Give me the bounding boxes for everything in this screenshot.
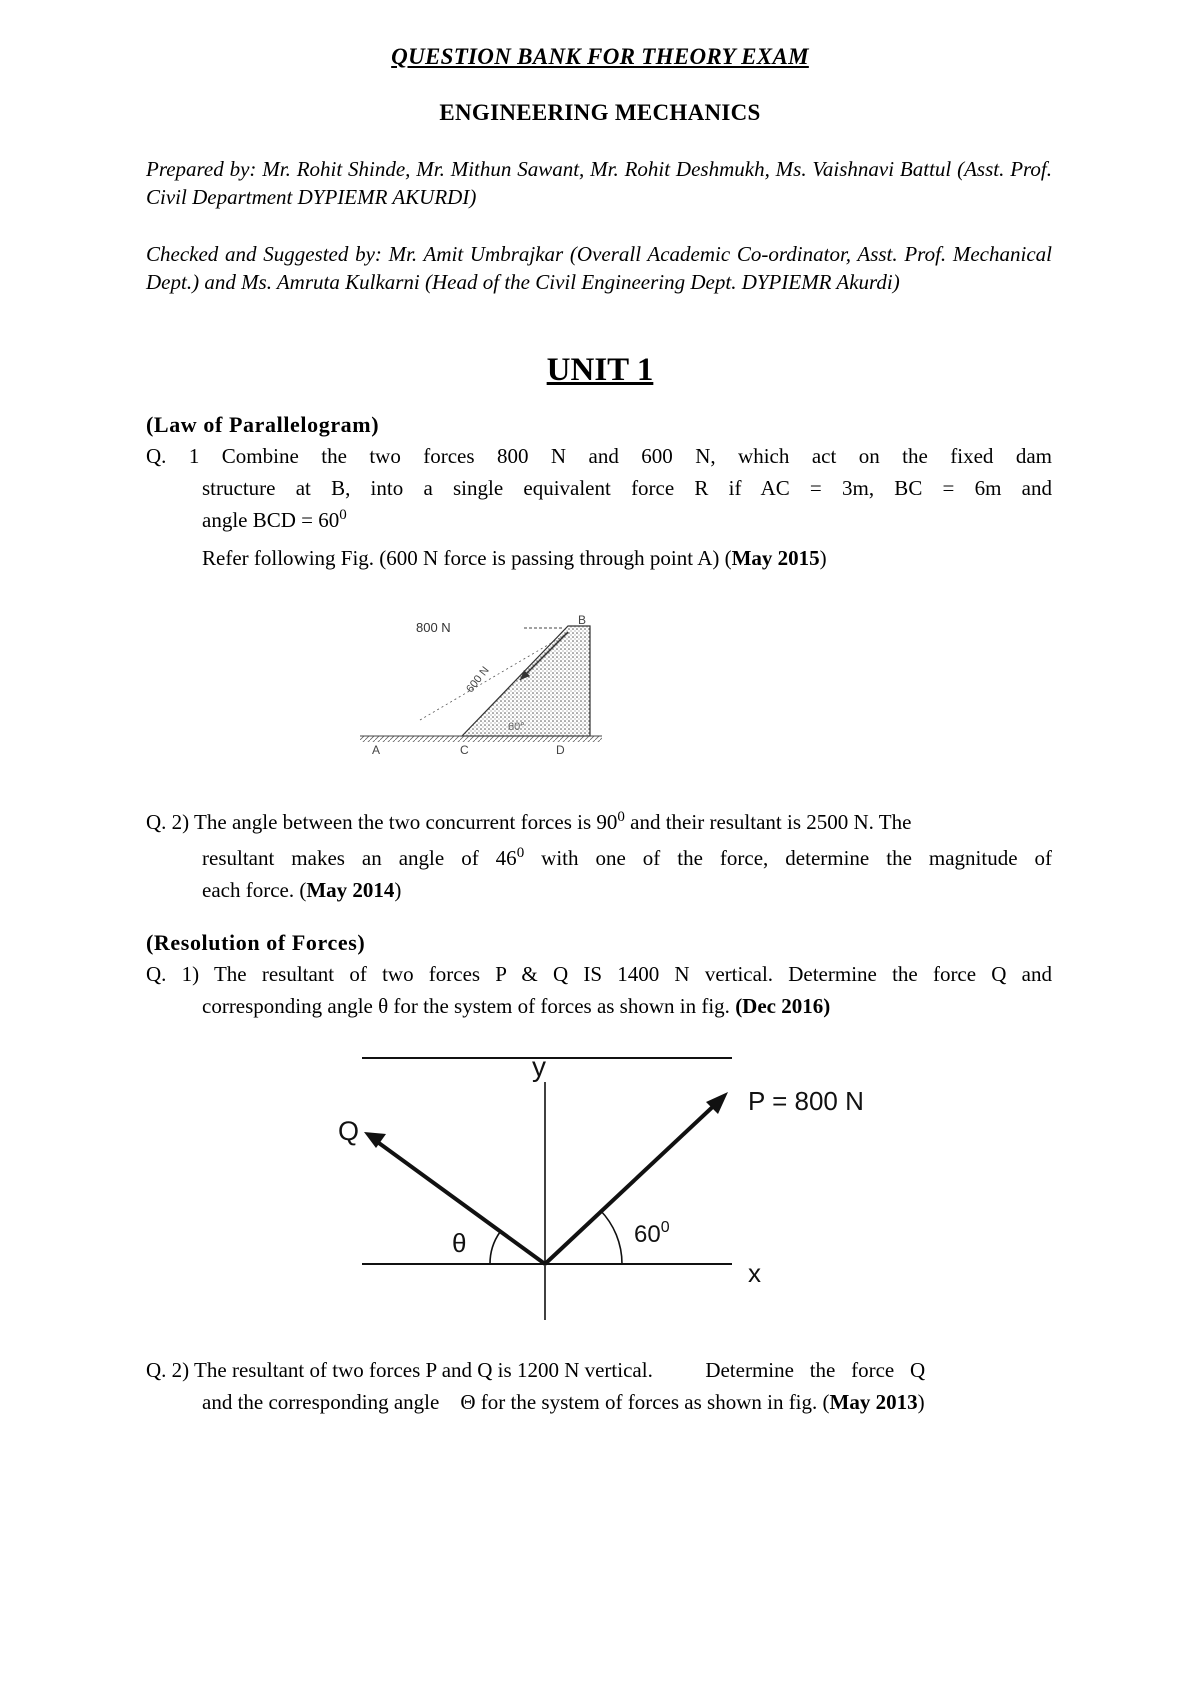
label-p: P = 800 N xyxy=(748,1086,864,1116)
question-text: and the corresponding angle Θ for the system of forces as shown in fig. ( xyxy=(202,1390,830,1414)
label-q: Q xyxy=(338,1116,360,1146)
label-angle-60 xyxy=(634,1219,670,1248)
label-y: y xyxy=(532,1051,546,1082)
exam-date: (Dec 2016) xyxy=(735,994,831,1018)
question-text: resultant makes an angle of 46 xyxy=(202,846,517,870)
document-title: QUESTION BANK FOR THEORY EXAM xyxy=(391,44,809,69)
label-point-c: C xyxy=(460,743,469,757)
label-800n: 800 N xyxy=(416,620,451,635)
exam-date: May 2015 xyxy=(731,546,820,570)
label-x: x xyxy=(748,1258,761,1288)
question-2-resolution xyxy=(146,1354,1052,1418)
superscript: 0 xyxy=(516,845,525,861)
question-text: angle BCD = 60 xyxy=(202,508,340,532)
label-theta: θ xyxy=(452,1228,467,1258)
label-point-a: A xyxy=(372,743,381,757)
question-text: corresponding angle θ for the system of forces as shown in fig. xyxy=(202,994,736,1018)
prepared-by: Prepared by: Mr. Rohit Shinde, Mr. Mithun Sawant, Mr. Rohit Deshmukh, Ms. Vaishnavi Battul (Asst. Prof. Civil Department DYPIEMR AKURDI) xyxy=(146,157,1052,209)
superscript: 0 xyxy=(617,809,625,825)
question-line xyxy=(146,1354,1052,1386)
question-text: Combine the two forces 800 N and 600 N, which act on the fixed dam xyxy=(221,444,1052,468)
question-number: Q. 1 xyxy=(146,444,200,468)
question-number: Q. 2) xyxy=(146,810,190,834)
question-number: Q. 1) xyxy=(146,962,200,986)
angle-arc-p xyxy=(600,1210,622,1264)
label-point-b: B xyxy=(578,613,587,627)
unit-title: UNIT 1 xyxy=(546,352,654,388)
label-angle-60: 60° xyxy=(508,721,525,733)
question-text: and their resultant is 2500 N. The xyxy=(624,810,912,834)
question-text: each force. ( xyxy=(202,878,307,902)
subject-title: ENGINEERING MECHANICS xyxy=(439,100,761,125)
question-text: with one of the force, determine the magnitude of xyxy=(524,846,1053,870)
question-text: ) xyxy=(917,1390,925,1414)
vector-p xyxy=(545,1100,720,1264)
angle-value: 60 xyxy=(634,1221,661,1248)
question-line: structure at B, into a single equivalent force R if AC = 3m, BC = 6m and xyxy=(202,476,1052,500)
angle-degree: 0 xyxy=(660,1219,670,1236)
superscript: 0 xyxy=(339,507,347,523)
section-heading-law-of-parallelogram: (Law of Parallelogram) xyxy=(146,412,380,437)
question-text: The resultant of two forces P & Q IS 1400 N vertical. Determine the force Q and xyxy=(213,962,1052,986)
question-text: Refer following Fig. (600 N force is passing through point A) ( xyxy=(202,546,732,570)
checked-by: Checked and Suggested by: Mr. Amit Umbrajkar (Overall Academic Co-ordinator, Asst. Prof. Mechanical Dept.) and Ms. Amruta Kulkarni (Head of the Civil Engineering Dept. DYPIEMR Akurdi) xyxy=(146,242,1052,294)
section-heading-resolution-of-forces: (Resolution of Forces) xyxy=(146,930,366,955)
question-text: ) xyxy=(394,878,402,902)
question-text: The angle between the two concurrent forces is 90 xyxy=(194,810,618,834)
label-600n: 600 N xyxy=(464,664,492,696)
angle-arc-theta xyxy=(490,1232,500,1264)
question-line xyxy=(146,1386,1052,1418)
exam-date: May 2014 xyxy=(306,878,395,902)
question-text: ) xyxy=(819,546,827,570)
question-number: Q. 2) xyxy=(146,1358,190,1382)
exam-date: May 2013 xyxy=(829,1390,918,1414)
question-text: The resultant of two forces P and Q is 1200 N vertical. Determine the force Q xyxy=(194,1358,926,1382)
label-point-d: D xyxy=(556,743,565,757)
